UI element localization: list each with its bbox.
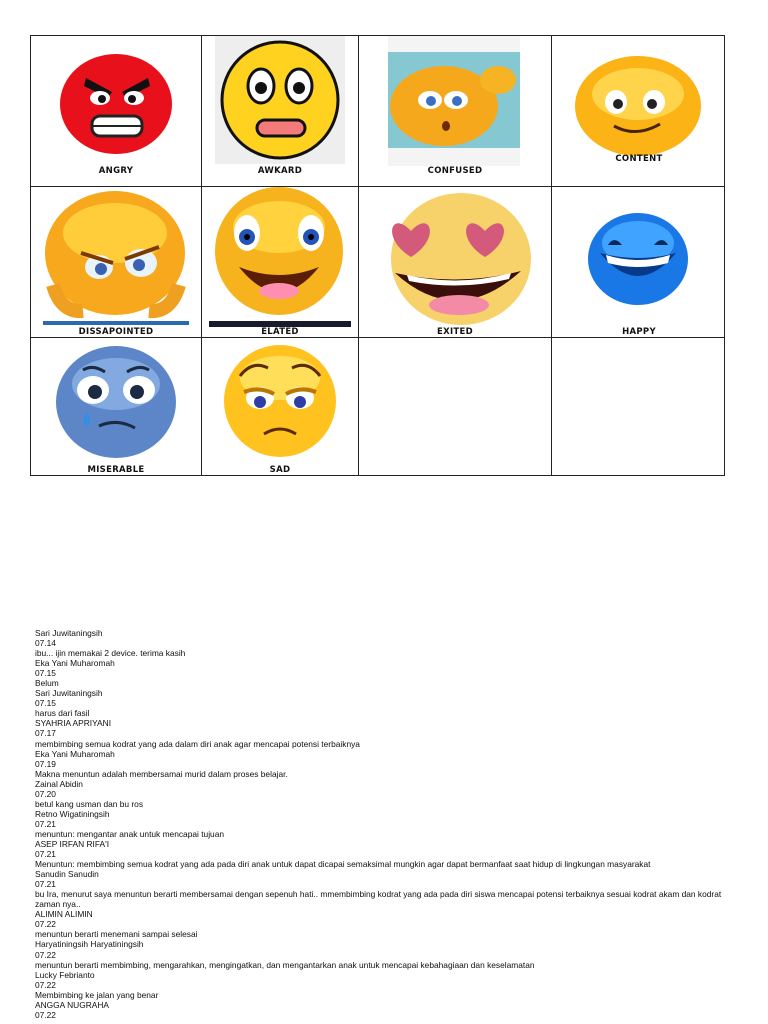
chat-line: Sanudin Sanudin <box>35 869 99 880</box>
emotion-label: ANGRY <box>98 166 134 176</box>
chat-line: Belum <box>35 678 59 689</box>
chat-line: ANGGA NUGRAHA <box>35 999 109 1010</box>
emotion-table <box>30 35 725 476</box>
emotion-cell <box>359 36 551 186</box>
blue-grin-face-icon <box>586 207 690 307</box>
chat-transcript <box>35 628 735 1020</box>
elated-face-icon <box>209 187 351 329</box>
emotion-label: DISSAPOINTED <box>78 327 154 337</box>
chat-line: ibu... ijin memakai 2 device. terima kasih <box>35 648 186 659</box>
chat-line: harus dari fasil <box>35 708 90 719</box>
chat-line: 07.14 <box>35 638 56 649</box>
emotion-cell <box>552 36 726 186</box>
chat-line: menuntun: mengantar anak untuk mencapai tujuan <box>35 828 225 839</box>
chat-line: Sari Juwitaningsih <box>35 688 103 699</box>
chat-line: Menuntun: membimbing semua kodrat yang ada pada diri anak untuk dapat dicapai semaksimal mungkin agar dapat bermanfaat saat hidup di lingkungan masyarakat <box>35 859 651 870</box>
emotion-label: SAD <box>269 465 291 475</box>
sad-face-icon <box>222 342 338 460</box>
emotion-cell <box>359 187 551 337</box>
emotion-cell <box>202 187 358 337</box>
chat-line: 07.21 <box>35 879 56 890</box>
chat-line: ALIMIN ALIMIN <box>35 909 93 920</box>
confused-face-icon <box>388 36 520 166</box>
heart-eyes-face-icon <box>381 187 531 327</box>
chat-line: bu Ira, menurut saya menuntun berarti membersamai dengan sepenuh hati.. mmembimbing kodrat yang ada pada diri siswa mencapai potensi terbaiknya sesuai kodrat akam dan kodrat zaman nya.. <box>35 889 722 910</box>
chat-line: 07.21 <box>35 849 56 860</box>
row-tick-marks <box>30 186 725 187</box>
chat-line: membimbing semua kodrat yang ada dalam diri anak agar mencapai potensi terbaiknya <box>35 738 360 749</box>
crying-blue-face-icon <box>53 342 179 462</box>
chat-line: Zainal Abidin <box>35 778 83 789</box>
emotion-label: CONTENT <box>615 154 663 164</box>
emotion-cell <box>31 36 201 186</box>
chat-line: ASEP IRFAN RIFA'I <box>35 838 110 849</box>
emotion-label: HAPPY <box>622 327 656 337</box>
chat-line: 07.15 <box>35 668 56 679</box>
emotion-cell <box>202 338 358 477</box>
chat-line: 07.22 <box>35 949 56 960</box>
chat-line: 07.19 <box>35 758 56 769</box>
angry-face-icon <box>58 48 176 156</box>
chat-line: Haryatiningsih Haryatiningsih <box>35 939 144 950</box>
emotion-label: EXITED <box>437 327 473 337</box>
chat-line: 07.22 <box>35 1009 56 1020</box>
chat-line: betul kang usman dan bu ros <box>35 798 144 809</box>
chat-line: Eka Yani Muharomah <box>35 658 115 669</box>
chat-line: menuntun berarti membimbing, mengarahkan, mengingatkan, dan mengantarkan anak untuk mencapai kebahagiaan dan keselamatan <box>35 959 535 970</box>
chat-line: 07.21 <box>35 818 56 829</box>
emotion-label: ELATED <box>261 327 299 337</box>
chat-line: Retno Wigatiningsih <box>35 808 110 819</box>
awkward-face-icon <box>215 36 345 164</box>
chat-line: menuntun berarti menemani sampai selesai <box>35 929 198 940</box>
chat-line: Makna menuntun adalah membersamai murid dalam proses belajar. <box>35 768 288 779</box>
chat-line: 07.20 <box>35 788 56 799</box>
emotion-cell <box>552 187 726 337</box>
chat-line: SYAHRIA APRIYANI <box>35 718 112 729</box>
disappointed-face-icon <box>43 189 189 327</box>
content-face-icon <box>574 54 702 158</box>
chat-line: Eka Yani Muharomah <box>35 748 115 759</box>
emotion-cell <box>31 338 201 477</box>
chat-line: 07.22 <box>35 979 56 990</box>
chat-line: 07.22 <box>35 919 56 930</box>
chat-line: Sari Juwitaningsih <box>35 628 103 638</box>
chat-line: 07.15 <box>35 698 56 709</box>
emotion-label: AWKARD <box>257 166 303 176</box>
emotion-label: CONFUSED <box>427 166 483 176</box>
chat-line: Lucky Febrianto <box>35 969 95 980</box>
emotion-label: MISERABLE <box>87 465 145 475</box>
emotion-cell <box>202 36 358 186</box>
chat-line: 07.17 <box>35 728 56 739</box>
chat-line: Membimbing ke jalan yang benar <box>35 989 159 1000</box>
emotion-cell <box>31 187 201 337</box>
